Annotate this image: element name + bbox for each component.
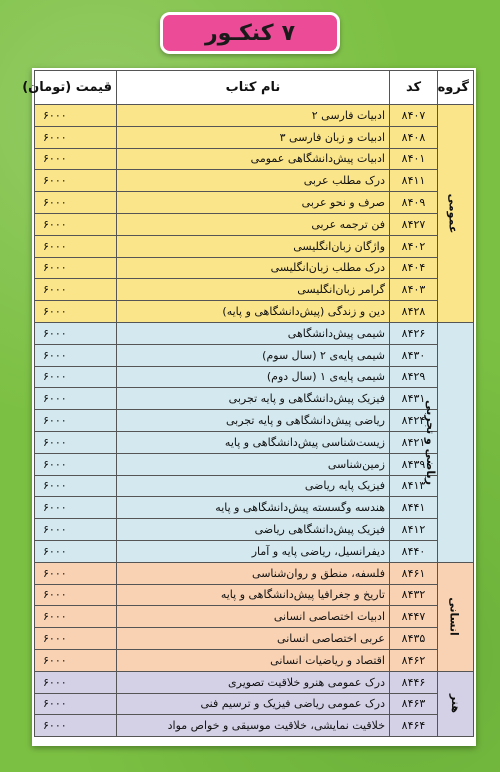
table-row bbox=[35, 628, 474, 650]
book-name: ادبیات اختصاصی انسانی bbox=[117, 606, 390, 628]
book-price: ۶۰۰۰ bbox=[35, 235, 117, 257]
book-name: ریاضی پیش‌دانشگاهی و پایه تجربی bbox=[117, 410, 390, 432]
book-price: ۶۰۰۰ bbox=[35, 344, 117, 366]
book-price: ۶۰۰۰ bbox=[35, 649, 117, 671]
book-code: ۸۴۶۲ bbox=[390, 649, 438, 671]
book-price: ۶۰۰۰ bbox=[35, 671, 117, 693]
book-name: فیزیک پیش‌دانشگاهی ریاضی bbox=[117, 519, 390, 541]
table-row bbox=[35, 105, 474, 127]
group-label: هنر bbox=[449, 694, 462, 714]
table-row bbox=[35, 562, 474, 584]
book-price: ۶۰۰۰ bbox=[35, 562, 117, 584]
book-price: ۶۰۰۰ bbox=[35, 192, 117, 214]
table-row bbox=[35, 453, 474, 475]
book-price: ۶۰۰۰ bbox=[35, 628, 117, 650]
table-row bbox=[35, 257, 474, 279]
group-label: ریاضی و تجربی bbox=[423, 399, 437, 485]
book-price: ۶۰۰۰ bbox=[35, 257, 117, 279]
book-code: ۸۴۰۲ bbox=[390, 235, 438, 257]
book-price: ۶۰۰۰ bbox=[35, 715, 117, 737]
book-code: ۸۴۱۳ bbox=[390, 475, 438, 497]
book-code: ۸۴۳۱ bbox=[390, 388, 438, 410]
book-code: ۸۴۲۷ bbox=[390, 213, 438, 235]
book-code: ۸۴۲۸ bbox=[390, 301, 438, 323]
book-price: ۶۰۰۰ bbox=[35, 388, 117, 410]
book-code: ۸۴۰۱ bbox=[390, 148, 438, 170]
book-name: فیزیک پایه ریاضی bbox=[117, 475, 390, 497]
header-code: کد bbox=[390, 71, 438, 105]
book-price: ۶۰۰۰ bbox=[35, 540, 117, 562]
book-code: ۸۴۴۷ bbox=[390, 606, 438, 628]
book-code: ۸۴۲۴ bbox=[390, 410, 438, 432]
book-name: زمین‌شناسی bbox=[117, 453, 390, 475]
book-code: ۸۴۳۵ bbox=[390, 628, 438, 650]
table-header-row bbox=[35, 71, 474, 105]
book-code: ۸۴۰۳ bbox=[390, 279, 438, 301]
book-name: واژگان زبان‌انگلیسی bbox=[117, 235, 390, 257]
table-row bbox=[35, 671, 474, 693]
book-price: ۶۰۰۰ bbox=[35, 105, 117, 127]
book-price: ۶۰۰۰ bbox=[35, 213, 117, 235]
book-name: شیمی پایه‌ی ۱ (سال دوم) bbox=[117, 366, 390, 388]
book-price: ۶۰۰۰ bbox=[35, 322, 117, 344]
book-price: ۶۰۰۰ bbox=[35, 301, 117, 323]
book-name: فن ترجمه عربی bbox=[117, 213, 390, 235]
book-name: فلسفه، منطق و روان‌شناسی bbox=[117, 562, 390, 584]
book-name: هندسه وگسسته پیش‌دانشگاهی و پایه bbox=[117, 497, 390, 519]
table-row bbox=[35, 170, 474, 192]
book-name: ادبیات و زبان فارسی ۳ bbox=[117, 126, 390, 148]
book-code: ۸۴۴۱ bbox=[390, 497, 438, 519]
header-price: قیمت (تومان) bbox=[35, 71, 117, 105]
book-table bbox=[22, 70, 474, 737]
table-row bbox=[35, 693, 474, 715]
group-cell-human bbox=[438, 562, 474, 671]
book-code: ۸۴۰۸ bbox=[390, 126, 438, 148]
table-row bbox=[35, 715, 474, 737]
table-row bbox=[35, 126, 474, 148]
table-row bbox=[35, 584, 474, 606]
book-code: ۸۴۴۶ bbox=[390, 671, 438, 693]
book-code: ۸۴۶۴ bbox=[390, 715, 438, 737]
book-name: درک مطلب عربی bbox=[117, 170, 390, 192]
book-name: زیست‌شناسی پیش‌دانشگاهی و پایه bbox=[117, 431, 390, 453]
book-code: ۸۴۴۰ bbox=[390, 540, 438, 562]
book-code: ۸۴۱۱ bbox=[390, 170, 438, 192]
header-name: نام کتاب bbox=[117, 71, 390, 105]
table-row bbox=[35, 388, 474, 410]
book-code: ۸۴۰۷ bbox=[390, 105, 438, 127]
book-code: ۸۴۱۲ bbox=[390, 519, 438, 541]
book-name: صرف و نحو عربی bbox=[117, 192, 390, 214]
book-code: ۸۴۰۴ bbox=[390, 257, 438, 279]
table-row bbox=[35, 475, 474, 497]
table-row bbox=[35, 519, 474, 541]
book-code: ۸۴۶۳ bbox=[390, 693, 438, 715]
table-row bbox=[35, 540, 474, 562]
book-price: ۶۰۰۰ bbox=[35, 519, 117, 541]
book-price: ۶۰۰۰ bbox=[35, 453, 117, 475]
book-name: درک عمومی ریاضی فیزیک و ترسیم فنی bbox=[117, 693, 390, 715]
table-row bbox=[35, 431, 474, 453]
group-label: عمومی bbox=[446, 193, 460, 234]
book-name: تاریخ و جغرافیا پیش‌دانشگاهی و پایه bbox=[117, 584, 390, 606]
table-row bbox=[35, 301, 474, 323]
group-label: انسانی bbox=[447, 597, 461, 636]
book-code: ۸۴۳۹ bbox=[390, 453, 438, 475]
book-code: ۸۴۳۲ bbox=[390, 584, 438, 606]
table-row bbox=[35, 649, 474, 671]
table-body bbox=[35, 105, 474, 737]
book-code: ۸۴۲۹ bbox=[390, 366, 438, 388]
book-name: دیفرانسیل، ریاضی پایه و آمار bbox=[117, 540, 390, 562]
book-price: ۶۰۰۰ bbox=[35, 126, 117, 148]
book-code: ۸۴۶۱ bbox=[390, 562, 438, 584]
title-banner bbox=[160, 12, 340, 54]
table-row bbox=[35, 497, 474, 519]
book-price: ۶۰۰۰ bbox=[35, 410, 117, 432]
book-name: درک مطلب زبان‌انگلیسی bbox=[117, 257, 390, 279]
book-name: شیمی پایه‌ی ۲ (سال سوم) bbox=[117, 344, 390, 366]
table-row bbox=[35, 148, 474, 170]
book-name: درک عمومی هنرو خلاقیت تصویری bbox=[117, 671, 390, 693]
book-name: گرامر زبان‌انگلیسی bbox=[117, 279, 390, 301]
table-row bbox=[35, 213, 474, 235]
book-code: ۸۴۰۹ bbox=[390, 192, 438, 214]
book-price: ۶۰۰۰ bbox=[35, 279, 117, 301]
table-row bbox=[35, 366, 474, 388]
book-price: ۶۰۰۰ bbox=[35, 497, 117, 519]
book-name: ادبیات فارسی ۲ bbox=[117, 105, 390, 127]
price-list-sheet bbox=[22, 68, 476, 746]
book-name: شیمی پیش‌دانشگاهی bbox=[117, 322, 390, 344]
group-cell-math bbox=[423, 322, 474, 562]
book-name: عربی اختصاصی انسانی bbox=[117, 628, 390, 650]
book-name: ادبیات پیش‌دانشگاهی عمومی bbox=[117, 148, 390, 170]
table-row bbox=[35, 606, 474, 628]
table-row bbox=[35, 235, 474, 257]
book-name: خلاقیت نمایشی، خلاقیت موسیقی و خواص مواد bbox=[117, 715, 390, 737]
book-price: ۶۰۰۰ bbox=[35, 606, 117, 628]
book-name: فیزیک پیش‌دانشگاهی و پایه تجربی bbox=[117, 388, 390, 410]
book-name: اقتصاد و ریاضیات انسانی bbox=[117, 649, 390, 671]
header-group: گروه bbox=[438, 71, 474, 105]
group-cell-art bbox=[438, 671, 474, 736]
book-price: ۶۰۰۰ bbox=[35, 148, 117, 170]
group-cell-general bbox=[438, 105, 474, 323]
table-row bbox=[35, 344, 474, 366]
book-name: دین و زندگی (پیش‌دانشگاهی و پایه) bbox=[117, 301, 390, 323]
book-code: ۸۴۲۶ bbox=[390, 322, 438, 344]
book-price: ۶۰۰۰ bbox=[35, 584, 117, 606]
table-row bbox=[35, 279, 474, 301]
table-row bbox=[35, 410, 474, 432]
book-code: ۸۴۳۰ bbox=[390, 344, 438, 366]
book-price: ۶۰۰۰ bbox=[35, 170, 117, 192]
banner-title: کنکـور bbox=[205, 20, 274, 46]
book-price: ۶۰۰۰ bbox=[35, 431, 117, 453]
table-row bbox=[35, 192, 474, 214]
table-row bbox=[35, 322, 474, 344]
banner-number: ۷ bbox=[281, 20, 295, 46]
book-price: ۶۰۰۰ bbox=[35, 366, 117, 388]
book-price: ۶۰۰۰ bbox=[35, 693, 117, 715]
book-code: ۸۴۲۱ bbox=[390, 431, 438, 453]
book-price: ۶۰۰۰ bbox=[35, 475, 117, 497]
